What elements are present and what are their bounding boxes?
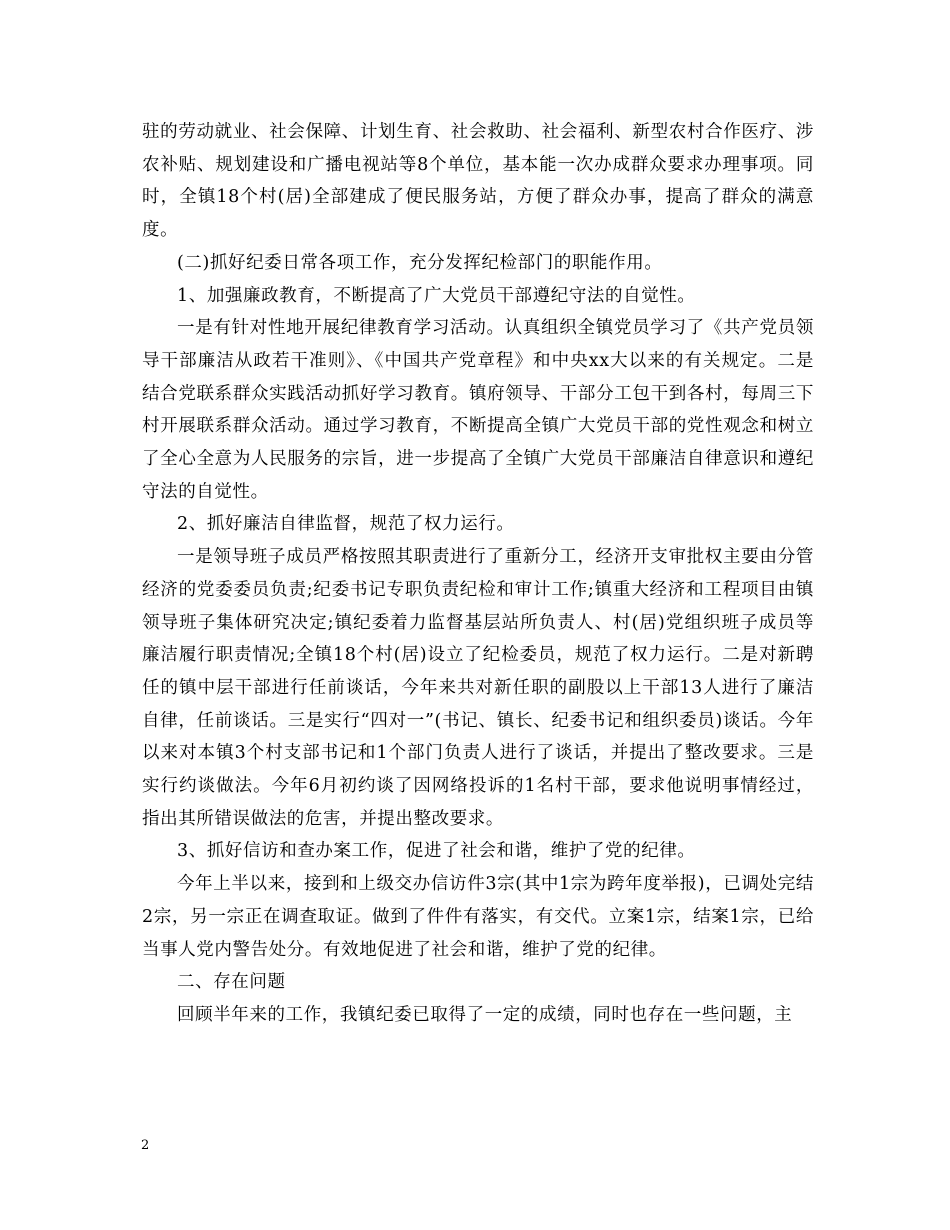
section-heading: 二、存在问题 [177,972,286,993]
page-number: 2 [141,1138,150,1153]
subsection-heading: 2、抓好廉洁自律监督，规范了权力运行。 [177,514,515,535]
paragraph: 一是领导班子成员严格按照其职责进行了重新分工，经济开支审批权主要由分管经济的党委委员负责;纪委书记专职负责纪检和审计工作;镇重大经济和工程项目由镇领导班子集体研究决定;镇纪委着力监督基层站所负责人、村(居)党组织班子成员等廉洁履行职责情况;全镇18个村(居)设立了纪检委员，规范了权力运行。二是对新聘任的镇中层干部进行任前谈话，今年来共对新任职的副股以上干部13人进行了廉洁自律，任前谈话。三是实行“四对一”(书记、镇长、纪委书记和组织委员)谈话。今年以来对本镇3个村支部书记和1个部门负责人进行了谈话，并提出了整改要求。三是实行约谈做法。今年6月初约谈了因网络投诉的1名村干部，要求他说明事情经过，指出其所错误做法的危害，并提出整改要求。 [142,547,814,829]
paragraph: 回顾半年来的工作，我镇纪委已取得了一定的成绩，同时也存在一些问题，主 [177,1004,793,1025]
paragraph: 一是有针对性地开展纪律教育学习活动。认真组织全镇党员学习了《共产党员领导干部廉洁从政若干准则》、《中国共产党章程》和中央xx大以来的有关规定。二是结合党联系群众实践活动抓好学习教育。镇府领导、干部分工包干到各村，每周三下村开展联系群众活动。通过学习教育，不断提高全镇广大党员干部的党性观念和树立了全心全意为人民服务的宗旨，进一步提高了全镇广大党员干部廉洁自律意识和遵纪守法的自觉性。 [142,318,814,502]
document-body [142,116,814,1032]
subsection-heading: 3、抓好信访和查办案工作，促进了社会和谐，维护了党的纪律。 [177,841,696,862]
section-heading: (二)抓好纪委日常各项工作，充分发挥纪检部门的职能作用。 [177,252,663,273]
paragraph: 今年上半以来，接到和上级交办信访件3宗(其中1宗为跨年度举报)，已调处完结2宗，另一宗正在调查取证。做到了件件有落实，有交代。立案1宗，结案1宗，已给当事人党内警告处分。有效地促进了社会和谐，维护了党的纪律。 [142,874,814,960]
subsection-heading: 1、加强廉政教育，不断提高了广大党员干部遵纪守法的自觉性。 [177,285,696,306]
paragraph: 驻的劳动就业、社会保障、计划生育、社会救助、社会福利、新型农村合作医疗、涉农补贴、规划建设和广播电视站等8个单位，基本能一次办成群众要求办理事项。同时，全镇18个村(居)全部建成了便民服务站，方便了群众办事，提高了群众的满意度。 [142,122,814,241]
